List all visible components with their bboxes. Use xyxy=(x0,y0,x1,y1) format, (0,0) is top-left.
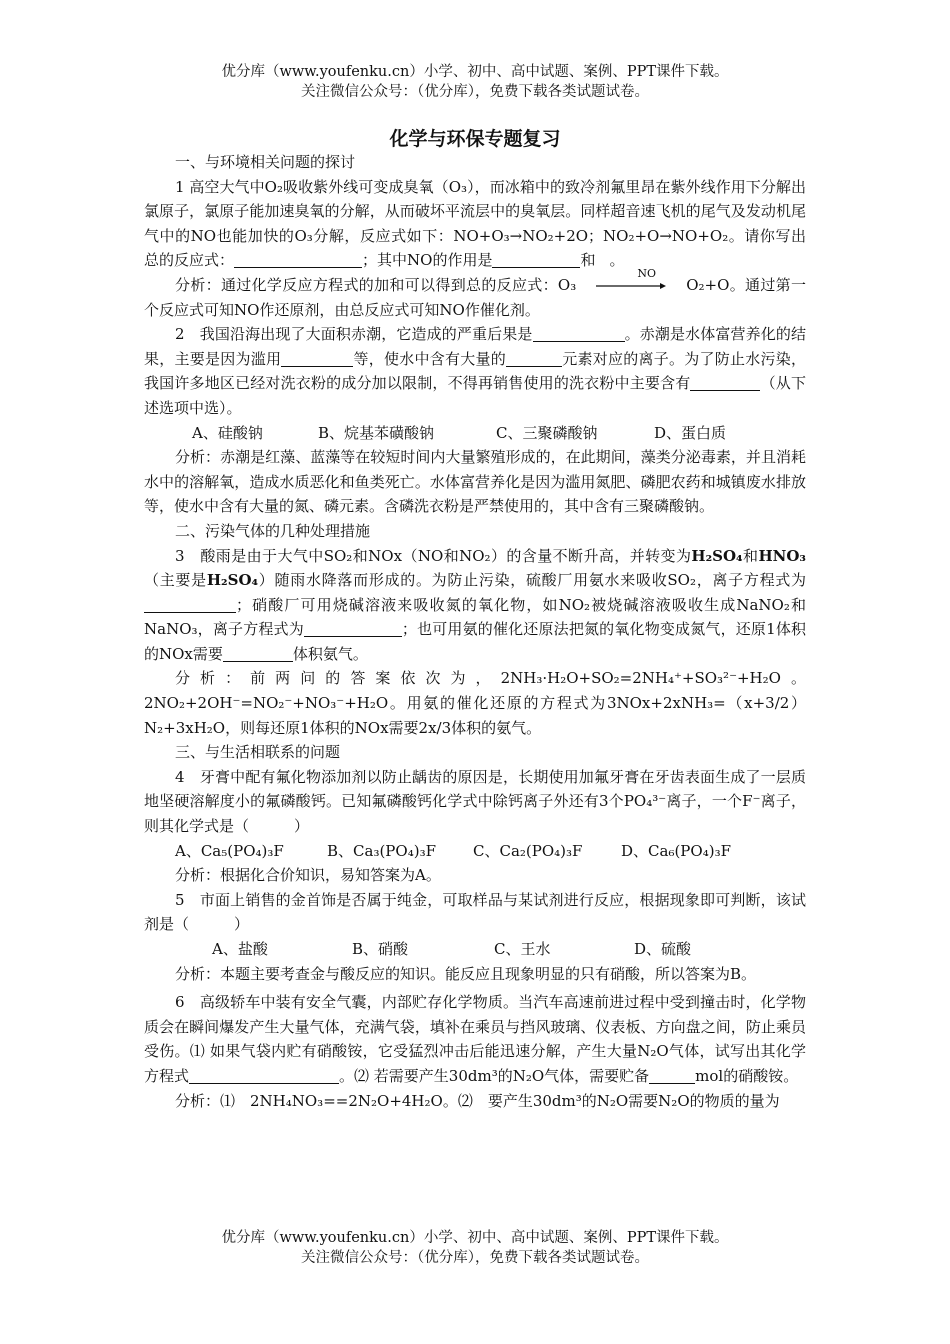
analysis-2: 分析：赤潮是红藻、蓝藻等在较短时间内大量繁殖形成的，在此期间，藻类分泌毒素，并且消耗水中的溶解氧，造成水质恶化和鱼类死亡。水体富营养化是因为滥用氮肥、磷肥农药和城镇废水排放等，使水中含有大量的氮、磷元素。含磷洗衣粉是严禁使用的，其中含有三聚磷酸钠。 xyxy=(144,448,806,516)
page-header xyxy=(0,62,950,102)
blank xyxy=(281,350,353,367)
analysis-6: 分析：⑴ 2NH₄NO₃==2N₂O+4H₂O。⑵ 要产生30dm³的N₂O需要N₂O的物质的量为 xyxy=(175,1091,780,1110)
footer-line-1: 优分库（www.youfenku.cn）小学、初中、高中试题、案例、PPT课件下载。 xyxy=(221,1230,729,1246)
options-4 xyxy=(144,839,806,864)
option: A、硅酸钠 xyxy=(192,423,263,442)
blank xyxy=(533,325,625,342)
question-5: 5 市面上销售的金首饰是否属于纯金，可取样品与某试剂进行反应，根据现象即可判断，该试剂是（ ） xyxy=(144,890,806,934)
option: C、三聚磷酸钠 xyxy=(496,423,598,442)
page-title: 化学与环保专题复习 xyxy=(389,128,561,150)
option: A、Ca₅(PO₄)₃F xyxy=(175,841,284,860)
analysis-3: 分析：前两问的答案依次为，2NH₃·H₂O+SO₂=2NH₄⁺+SO₃²⁻+H₂O。2NO₂+2OH⁻=NO₂⁻+NO₃⁻+H₂O。用氨的催化还原的方程式为3NOx+2xNH₃=（x+3/2）N₂+3xH₂O，则每还原1体积的NOx需要2x/3体积的氨气。 xyxy=(144,669,806,737)
header-line-2: 关注微信公众号：（优分库），免费下载各类试题试卷。 xyxy=(301,84,649,100)
option: C、王水 xyxy=(494,940,551,958)
option: D、Ca₆(PO₄)₃F xyxy=(621,841,731,860)
arrow-label: NO xyxy=(637,266,657,280)
options-2 xyxy=(144,421,806,446)
analysis-5: 分析：本题主要考查金与酸反应的知识。能反应且现象明显的只有硝酸，所以答案为B。 xyxy=(175,964,757,983)
blank xyxy=(223,645,293,662)
section-heading-3: 三、与生活相联系的问题 xyxy=(175,743,341,762)
blank xyxy=(304,620,402,637)
blank xyxy=(690,374,760,391)
blank xyxy=(649,1067,695,1084)
header-line-1: 优分库（www.youfenku.cn）小学、初中、高中试题、案例、PPT课件下载。 xyxy=(221,64,729,80)
section-heading-2: 二、污染气体的几种处理措施 xyxy=(175,521,371,540)
option: C、Ca₂(PO₄)₃F xyxy=(473,841,583,860)
option: B、硝酸 xyxy=(352,940,409,958)
arrow-icon xyxy=(596,283,666,289)
options-5 xyxy=(144,937,806,962)
question-1: 1 高空大气中O₂吸收紫外线可变成臭氧（O₃），而冰箱中的致冷剂氟里昂在紫外线作用下分解出氯原子，氯原子能加速臭氧的分解，从而破坏平流层中的臭氧层。同样超音速飞机的尾气及发动机尾气中的NO也能加快的O₃分解，反应式如下：NO+O₃→NO₂+2O；NO₂+O→NO+O₂。请你写出总的反应式： ；其中NO的作用是 和 。 xyxy=(144,177,806,270)
option: A、盐酸 xyxy=(212,940,268,958)
option: B、Ca₃(PO₄)₃F xyxy=(327,841,436,860)
blank xyxy=(189,1067,339,1084)
catalyst-arrow xyxy=(596,266,666,292)
question-3: 3 酸雨是由于大气中SO₂和NOx（NO和NO₂）的含量不断升高，并转变为H₂SO₄和HNO₃（主要是H₂SO₄）随雨水降落而形成的。为防止污染，硫酸厂用氨水来吸收SO₂，离子方程式为；硝酸厂可用烧碱溶液来吸收氮的氧化物，如NO₂被烧碱溶液吸收生成NaNO₂和NaNO₃，离子方程式为 ；也可用氨的催化还原法把氮的氧化物变成氮气，还原1体积的NOx需要 体积氨气。 xyxy=(144,546,806,663)
blank xyxy=(492,251,580,268)
blank xyxy=(506,350,562,367)
analysis-1: 分析：通过化学反应方程式的加和可以得到总的反应式：O₃ NO O₂+O。通过第一个反应式可知NO作还原剂，由总反应式可知NO作催化剂。 xyxy=(144,273,806,322)
document-body xyxy=(144,150,806,1113)
section-heading-1: 一、与环境相关问题的探讨 xyxy=(175,153,356,171)
question-6: 6 高级轿车中装有安全气囊，内部贮存化学物质。当汽车高速前进过程中受到撞击时，化学物质会在瞬间爆发产生大量气体，充满气袋，填补在乘员与挡风玻璃、仪表板、方向盘之间，防止乘员受伤。⑴ 如果气袋内贮有硝酸铵，它受猛烈冲击后能迅速分解，产生大量N₂O气体，试写出其化学方程式 。⑵ 若需要产生30dm³的N₂O气体，需要贮备 mol的硝酸铵。 xyxy=(144,993,806,1085)
option: B、烷基苯磺酸钠 xyxy=(318,423,435,442)
question-2: 2 我国沿海出现了大面积赤潮，它造成的严重后果是 。赤潮是水体富营养化的结果，主要是因为滥用 等，使水中含有大量的 元素对应的离子。为了防止水污染，我国许多地区已经对洗衣粉的成分加以限制，不得再销售使用的洗衣粉中主要含有 （从下述选项中选）。 xyxy=(144,325,806,417)
page-footer xyxy=(0,1228,950,1268)
blank xyxy=(234,251,362,268)
question-4: 4 牙膏中配有氟化物添加剂以防止龋齿的原因是，长期使用加氟牙膏在牙齿表面生成了一层质地坚硬溶解度小的氟磷酸钙。已知氟磷酸钙化学式中除钙离子外还有3个PO₄³⁻离子，一个F⁻离子，则其化学式是（ ） xyxy=(144,767,806,836)
footer-line-2: 关注微信公众号：（优分库），免费下载各类试题试卷。 xyxy=(301,1250,649,1266)
option: D、硫酸 xyxy=(634,940,692,958)
option: D、蛋白质 xyxy=(654,423,727,442)
analysis-4: 分析：根据化合价知识，易知答案为A。 xyxy=(175,866,441,885)
blank xyxy=(144,596,236,613)
